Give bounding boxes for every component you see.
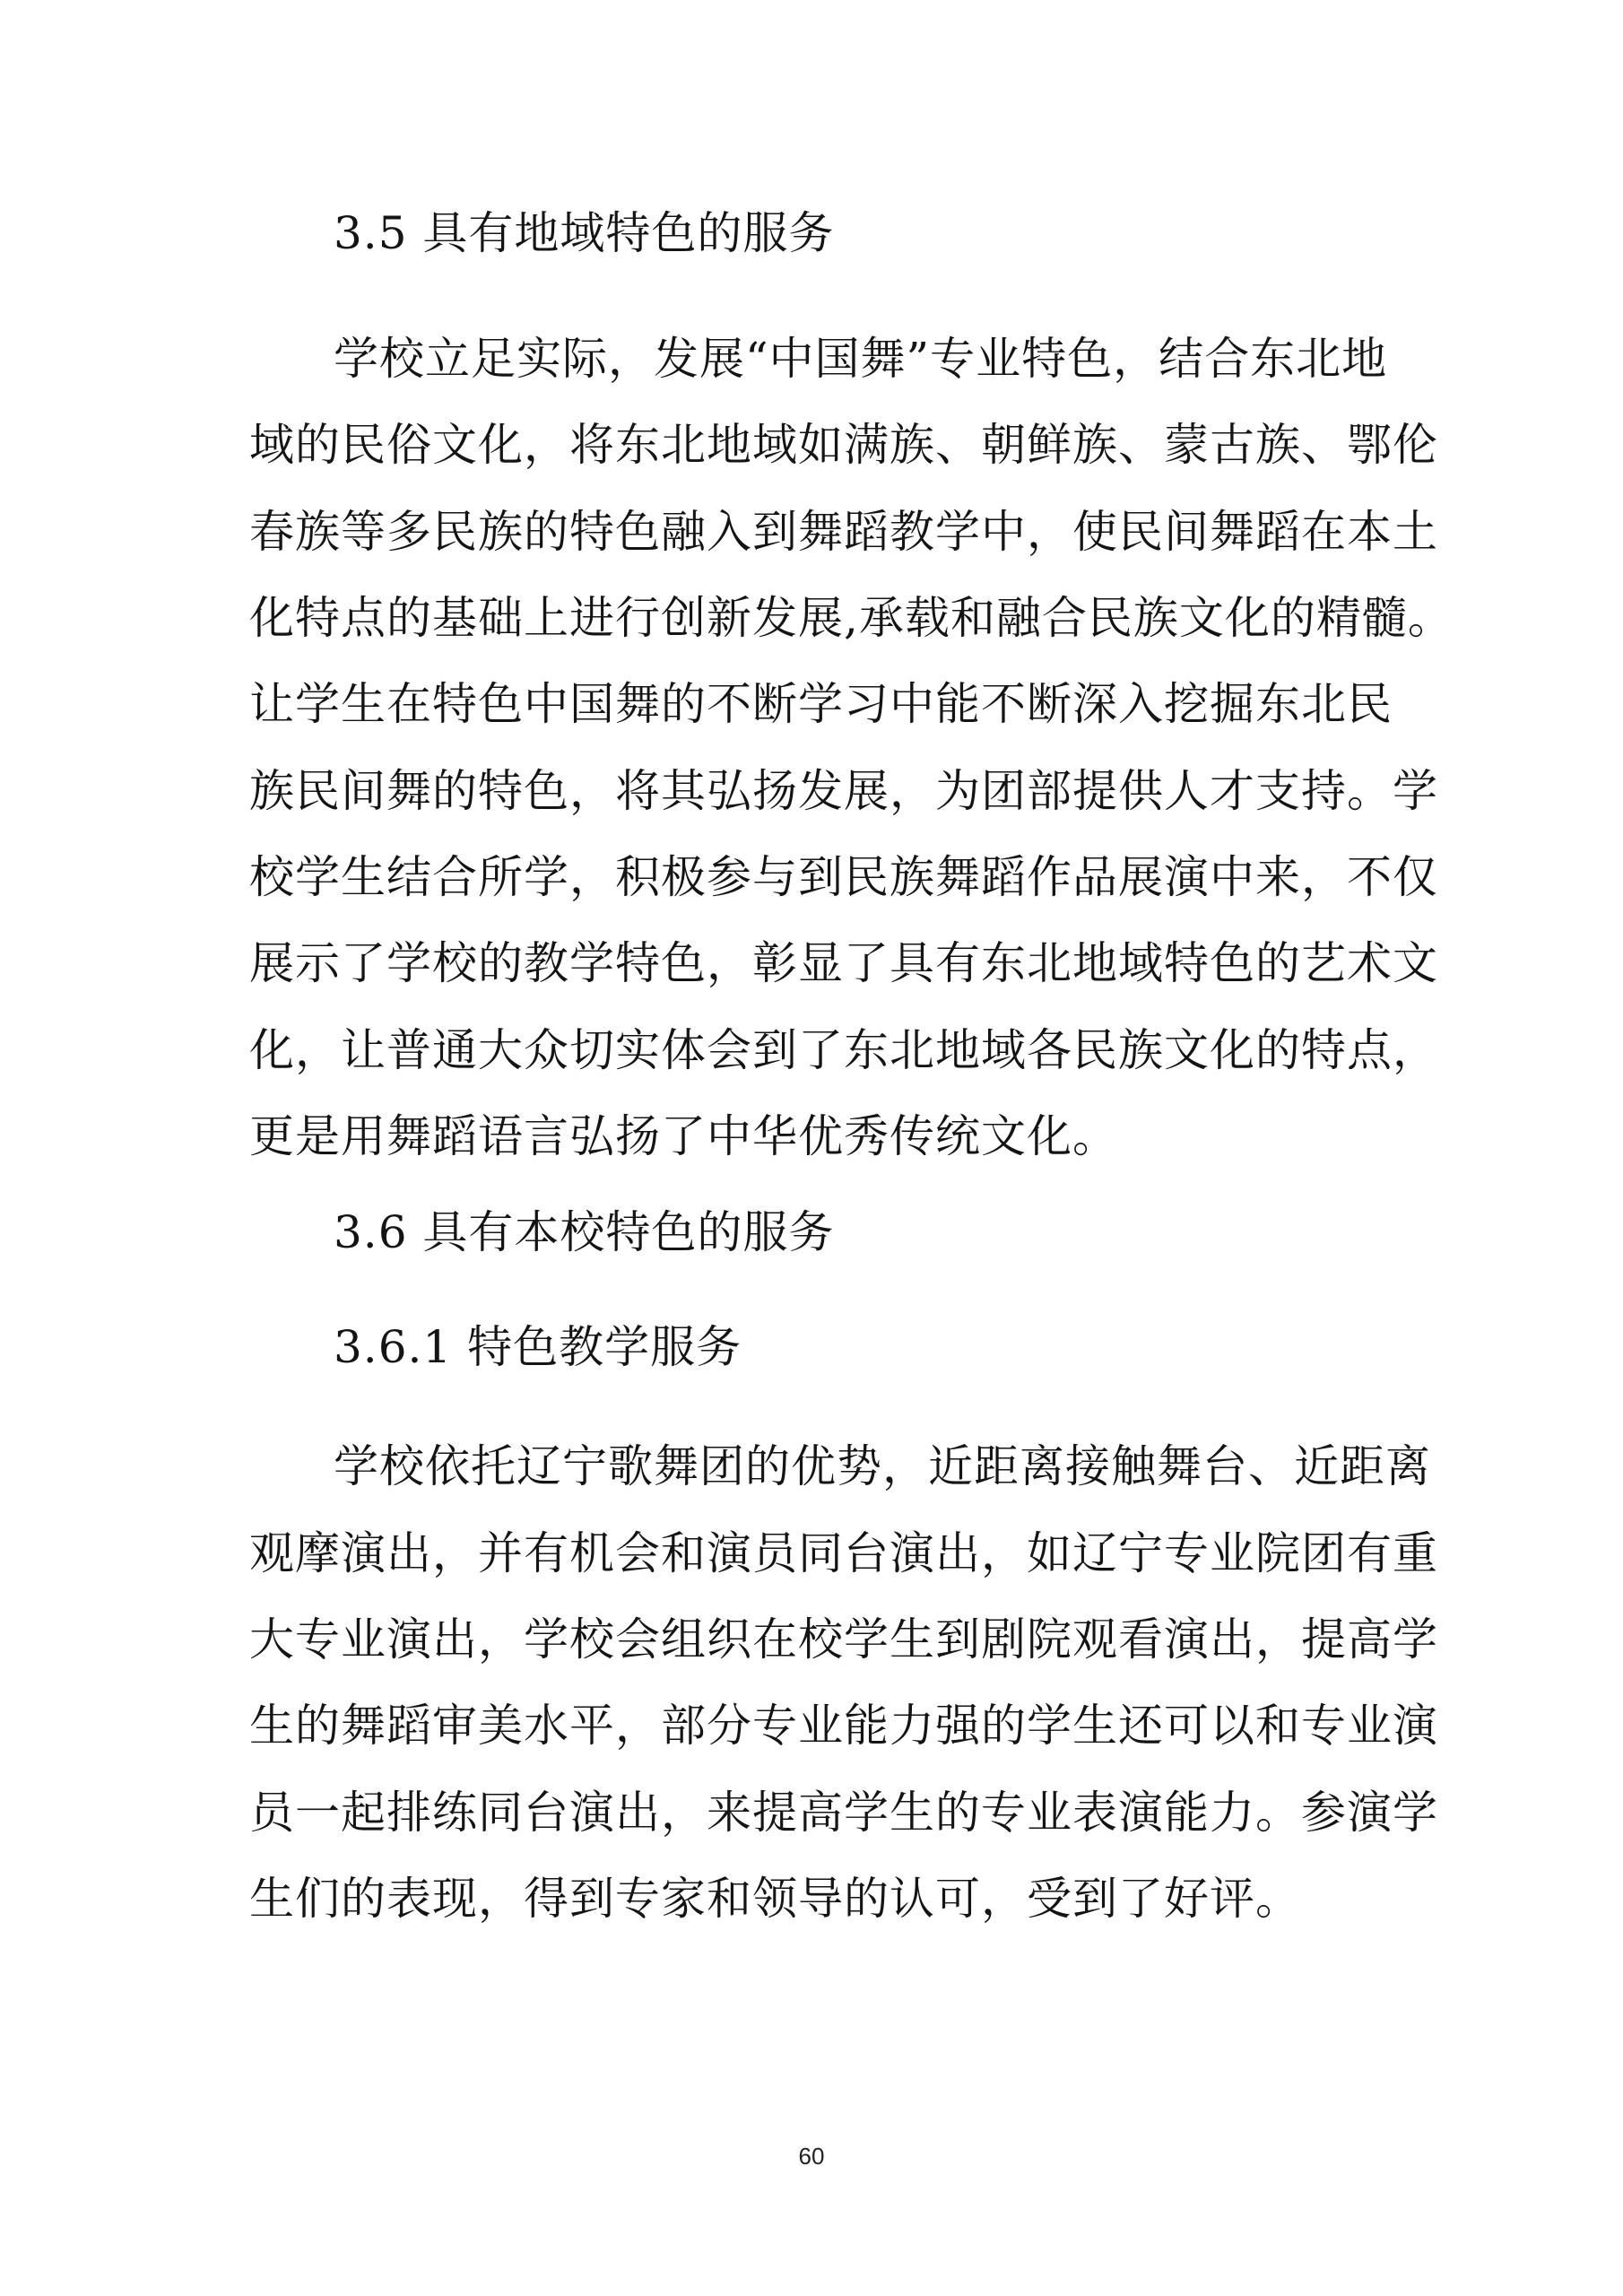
- page-number: 60: [798, 2143, 825, 2170]
- paragraph-line: 观摩演出，并有机会和演员同台演出，如辽宁专业院团有重: [249, 1527, 1438, 1579]
- paragraph-line: 生们的表现，得到专家和领导的认可，受到了好评。: [249, 1873, 1301, 1925]
- paragraph-line: 员一起排练同台演出，来提高学生的专业表演能力。参演学: [249, 1787, 1438, 1839]
- paragraph-line: 大专业演出，学校会组织在校学生到剧院观看演出，提高学: [249, 1613, 1438, 1665]
- paragraph-line: 展示了学校的教学特色，彰显了具有东北地域特色的艺术文: [249, 937, 1438, 989]
- paragraph-line: 更是用舞蹈语言弘扬了中华优秀传统文化。: [249, 1110, 1118, 1162]
- paragraph-line: 化，让普通大众切实体会到了东北地域各民族文化的特点，: [249, 1024, 1438, 1076]
- paragraph-line: 春族等多民族的特色融入到舞蹈教学中，使民间舞蹈在本土: [249, 506, 1438, 558]
- paragraph-line: 生的舞蹈审美水平，部分专业能力强的学生还可以和专业演: [249, 1700, 1438, 1752]
- paragraph-line: 学校依托辽宁歌舞团的优势，近距离接触舞台、近距离: [334, 1440, 1431, 1492]
- paragraph-line: 学校立足实际，发展“中国舞”专业特色，结合东北地: [334, 333, 1388, 385]
- paragraph-line: 让学生在特色中国舞的不断学习中能不断深入挖掘东北民: [249, 678, 1393, 730]
- paragraph-line: 化特点的基础上进行创新发展,承载和融合民族文化的精髓。: [249, 592, 1454, 644]
- paragraph-line: 域的民俗文化，将东北地域如满族、朝鲜族、蒙古族、鄂伦: [249, 419, 1438, 471]
- paragraph-line: 校学生结合所学，积极参与到民族舞蹈作品展演中来，不仅: [249, 851, 1438, 903]
- section-heading-3-5: 3.5 具有地域特色的服务: [334, 207, 835, 259]
- section-heading-3-6: 3.6 具有本校特色的服务: [334, 1206, 835, 1258]
- subsection-heading-3-6-1: 3.6.1 特色教学服务: [334, 1321, 742, 1373]
- paragraph-line: 族民间舞的特色，将其弘扬发展，为团部提供人才支持。学: [249, 765, 1438, 817]
